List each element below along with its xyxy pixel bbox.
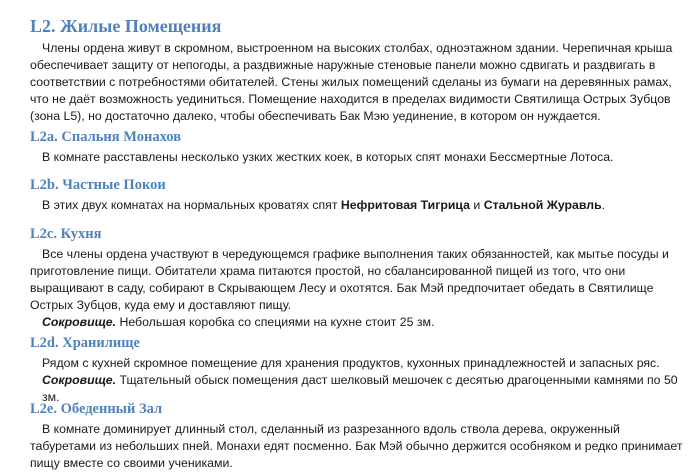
treasure-text: Небольшая коробка со специями на кухне стоит 25 зм. [119,315,435,329]
section-heading: L2c. Кухня [30,226,102,242]
section-body: Члены ордена живут в скромном, выстроенном на высоких столбах, одноэтажном здании. Черепичная крыша обеспечивает защиту от непогоды, а раздвижные наружные стеновые панели можно сдвигать и раздвигать в соответствии с потребностями обитателей. Стены жилых помещений сделаны из бумаги на деревянных рамах, что не даёт возможность уединиться. Помещение находится в пределах видимости Святилища Острых Зубцов (зона L5), но достаточно далеко, чтобы обеспечивать Бак Мэю уединение, в котором он нуждается. [30,41,673,123]
section-body: Рядом с кухней скромное помещение для хранения продуктов, кухонных принадлежностей и запасных ряс. [42,356,660,370]
section-heading: L2. Жилые Помещения [30,16,222,36]
npc-name: Стальной Журавль [483,198,602,212]
body-text: и [469,198,484,212]
section-l2b [0,176,700,214]
treasure-label: Сокровище. [42,373,117,387]
section-body: В комнате доминирует длинный стол, сделанный из разрезанного вдоль ствола дерева, окруженный табуретами из небольших пней. Монахи едят посменно. Бак Мэй обычно держится особняком и редко принимает пищу вместе со своими учениками. [30,422,683,470]
body-text: В этих двух комнатах на нормальных кроватях спят [42,198,341,212]
section-l2e [0,400,700,472]
treasure-text: Тщательный обыск помещения даст шелковый мешочек с десятью драгоценными камнями по 50 зм. [42,373,678,404]
section-l2a [0,128,700,166]
section-body: Все члены ордена участвуют в чередующемся графике выполнения таких обязанностей, как мытье посуды и приготовление пищи. Обитатели храма питаются простой, но сбалансированной пищей из того, что они выращивают в саду, собирают в Скрывающем Лесу и охотятся. Бак Мэй предпочитает обедать в Святилище Острых Зубцов, куда ему и доставляют пищу. [30,247,669,312]
treasure-line [0,314,700,331]
section-heading: L2d. Хранилище [30,335,140,351]
section-l2c [0,225,700,331]
section-heading: L2e. Обеденный Зал [30,401,163,417]
section-body: В комнате расставлены несколько узких жестких коек, в которых спят монахи Бессмертные Лотоса. [42,150,614,164]
section-l2 [0,15,700,125]
section-l2d [0,334,700,406]
section-heading: L2b. Частные Покои [30,177,166,193]
npc-name: Нефритовая Тигрица [340,198,470,212]
section-heading: L2a. Спальня Монахов [30,129,182,145]
section-body [0,197,700,214]
treasure-label: Сокровище. [42,315,117,329]
body-text: . [601,198,606,212]
